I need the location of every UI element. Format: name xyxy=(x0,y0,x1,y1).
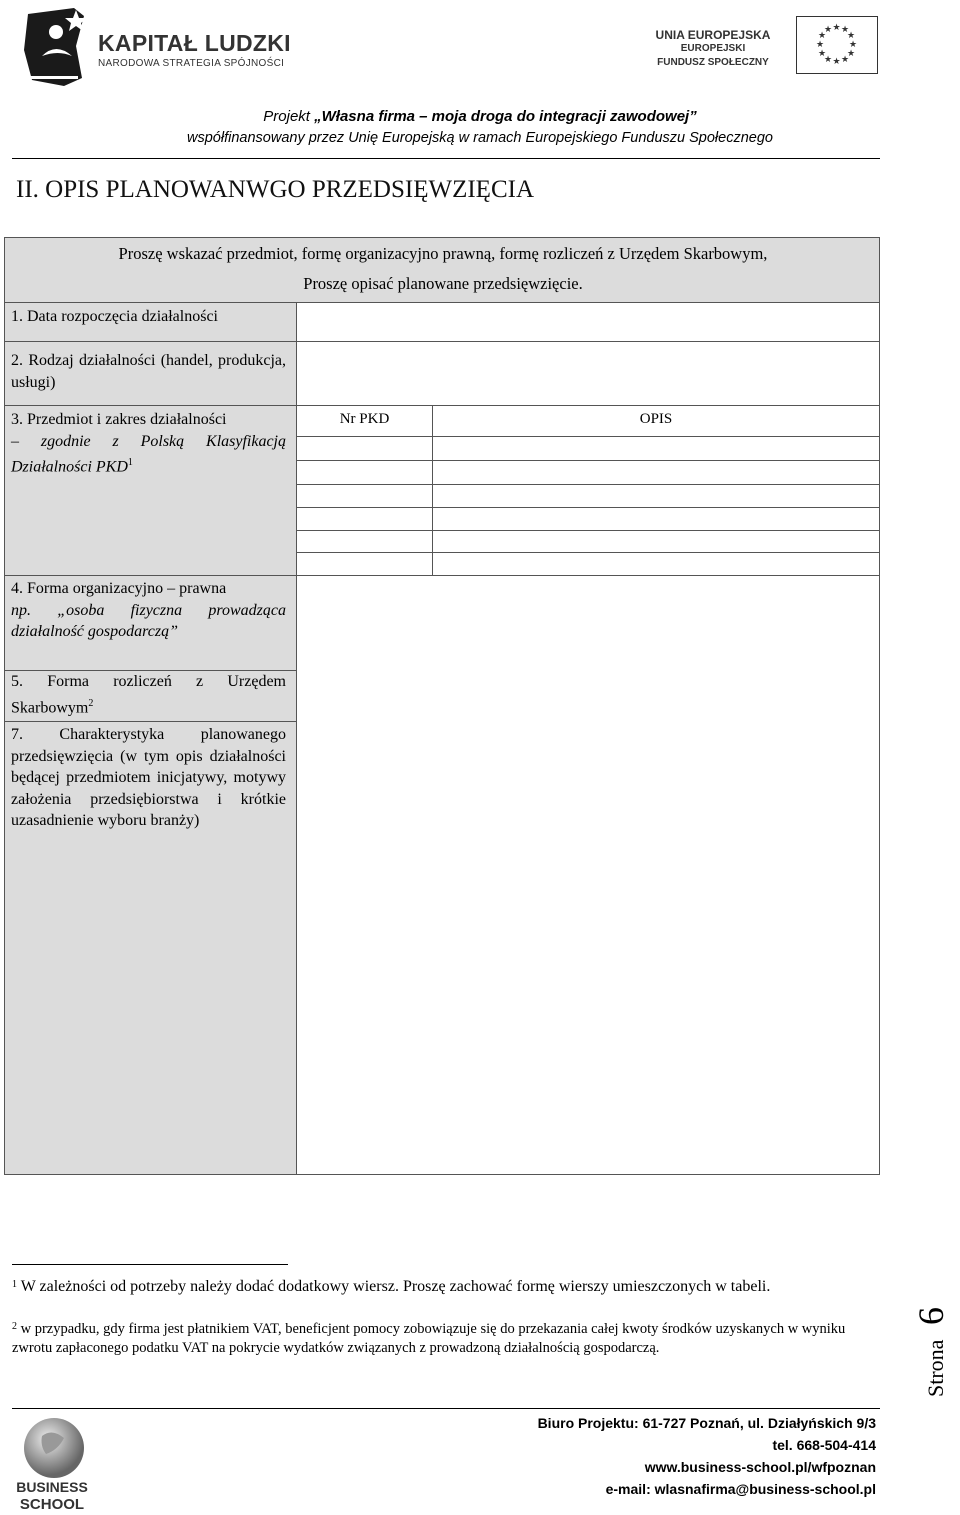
business-school-globe-icon xyxy=(12,1410,92,1510)
footer-divider xyxy=(12,1408,880,1409)
footnote-2-number: 2 xyxy=(12,1321,17,1332)
phone: tel. 668-504-414 xyxy=(772,1437,876,1453)
kapital-ludzki-emblem-icon xyxy=(18,6,98,90)
pkd-row4-code[interactable] xyxy=(296,507,433,531)
item2-answer-field[interactable] xyxy=(296,341,880,406)
svg-text:★: ★ xyxy=(817,31,827,41)
item1-answer-field[interactable] xyxy=(296,302,880,342)
pkd-row2-desc[interactable] xyxy=(432,460,880,485)
pkd-row3-code[interactable] xyxy=(296,484,433,508)
opis-header: OPIS xyxy=(639,411,673,427)
item5-footnote-ref: 2 xyxy=(88,697,94,709)
page-number xyxy=(900,1300,960,1400)
pkd-row3-desc[interactable] xyxy=(432,484,880,508)
item4-label xyxy=(11,578,286,643)
svg-text:★: ★ xyxy=(840,25,850,35)
item4-main: 4. Forma organizacyjno – prawna xyxy=(11,580,227,597)
item3-sub xyxy=(11,431,286,478)
intro-line1: Proszę wskazać przedmiot, formę organizacyjno prawną, formę rozliczeń z Urzędem Skarbowym, xyxy=(118,244,768,263)
pkd-row5-desc[interactable] xyxy=(432,530,880,553)
logo-line1: BUSINESS xyxy=(16,1479,88,1495)
item3-main: 3. Przedmiot i zakres działalności xyxy=(11,411,227,428)
svg-text:★: ★ xyxy=(846,49,856,59)
svg-text:★: ★ xyxy=(846,31,856,41)
pkd-header: Nr PKD xyxy=(339,411,390,427)
page-number-value: 6 xyxy=(911,1307,951,1325)
footnote-2-text: w przypadku, gdy firma jest płatnikiem VAT, beneficjent pomocy zobowiązuje się do przekazania całej kwoty środków uzyskanych w wyniku zwrotu zapłaconego podatku VAT na pokrycie wydatków związanych z prowadzoną działalnością gospodarczą. xyxy=(12,1321,846,1356)
ue-line2: EUROPEJSKI xyxy=(680,43,746,54)
eu-flag-icon xyxy=(796,16,878,74)
project-title xyxy=(0,108,960,125)
page-label: Strona xyxy=(923,1339,948,1397)
item3-sub-text: – zgodnie z Polską Klasyfikacją Działalności PKD xyxy=(11,432,286,476)
business-school-logo xyxy=(12,1410,92,1510)
pkd-row6-code[interactable] xyxy=(296,552,433,576)
item2-label: 2. Rodzaj działalności (handel, produkcja, usługi) xyxy=(11,352,286,391)
item1-label: 1. Data rozpoczęcia działalności xyxy=(11,308,218,325)
svg-text:★: ★ xyxy=(817,49,827,59)
project-name: „Własna firma – moja droga do integracji zawodowej” xyxy=(314,108,697,125)
pkd-row5-code[interactable] xyxy=(296,530,433,553)
kapital-ludzki-title: KAPITAŁ LUDZKI xyxy=(98,30,291,56)
pkd-row2-code[interactable] xyxy=(296,460,433,485)
svg-text:★: ★ xyxy=(815,40,825,50)
item4-sub: np. „osoba fizyczna prowadząca działalność gospodarczą” xyxy=(11,601,286,640)
svg-text:★: ★ xyxy=(848,40,858,50)
item3-footnote-ref: 1 xyxy=(127,457,133,468)
item4-7-answer-field[interactable] xyxy=(296,575,880,1175)
footnote-rule xyxy=(12,1264,288,1265)
item3-label xyxy=(11,409,286,478)
pkd-row4-desc[interactable] xyxy=(432,507,880,531)
ue-line3: FUNDUSZ SPOŁECZNY xyxy=(657,57,769,68)
pkd-row1-desc[interactable] xyxy=(432,436,880,461)
header-divider xyxy=(12,158,880,159)
ue-line1: UNIA EUROPEJSKA xyxy=(655,28,771,42)
svg-text:★: ★ xyxy=(823,55,833,65)
kapital-ludzki-subtitle: NARODOWA STRATEGIA SPÓJNOŚCI xyxy=(98,58,285,69)
svg-text:★: ★ xyxy=(823,25,833,35)
footnote-1 xyxy=(12,1277,878,1297)
cofinanced-line: współfinansowany przez Unię Europejską w ramach Europejskiego Funduszu Społecznego xyxy=(187,130,773,146)
item5-text: 5. Forma rozliczeń z Urzędem Skarbowym xyxy=(11,673,286,716)
item7-label: 7. Charakterystyka planowanego przedsięwzięcia (w tym opis działalności będącej przedmiotem inicjatywy, motywy założenia przedsiębiorstwa i krótkie uzasadnienie wyboru branży) xyxy=(11,726,286,829)
section-title: II. OPIS PLANOWANWGO PRZEDSIĘWZIĘCIA xyxy=(16,176,535,203)
logo-line2: SCHOOL xyxy=(19,1496,85,1510)
website-link[interactable]: www.business-school.pl/wfpoznan xyxy=(644,1459,876,1475)
office-address: Biuro Projektu: 61-727 Poznań, ul. Działyńskich 9/3 xyxy=(537,1415,876,1431)
item5-label xyxy=(11,671,286,718)
email-link[interactable]: e-mail: wlasnafirma@business-school.pl xyxy=(605,1481,876,1497)
ue-logo-text xyxy=(640,28,786,70)
intro-line2: Proszę opisać planowane przedsięwzięcie. xyxy=(303,274,583,293)
svg-text:★: ★ xyxy=(832,57,841,67)
pkd-row1-code[interactable] xyxy=(296,436,433,461)
svg-text:★: ★ xyxy=(840,55,850,65)
intro-box xyxy=(4,237,880,303)
svg-text:★: ★ xyxy=(832,23,841,33)
footnote-2 xyxy=(12,1320,878,1357)
footnote-1-number: 1 xyxy=(12,1279,17,1290)
pkd-row6-desc[interactable] xyxy=(432,552,880,576)
project-prefix: Projekt xyxy=(263,108,315,125)
kapital-ludzki-logo xyxy=(18,6,98,90)
footnote-1-text: W zależności od potrzeby należy dodać dodatkowy wiersz. Proszę zachować formę wierszy umieszczonych w tabeli. xyxy=(17,1278,771,1295)
